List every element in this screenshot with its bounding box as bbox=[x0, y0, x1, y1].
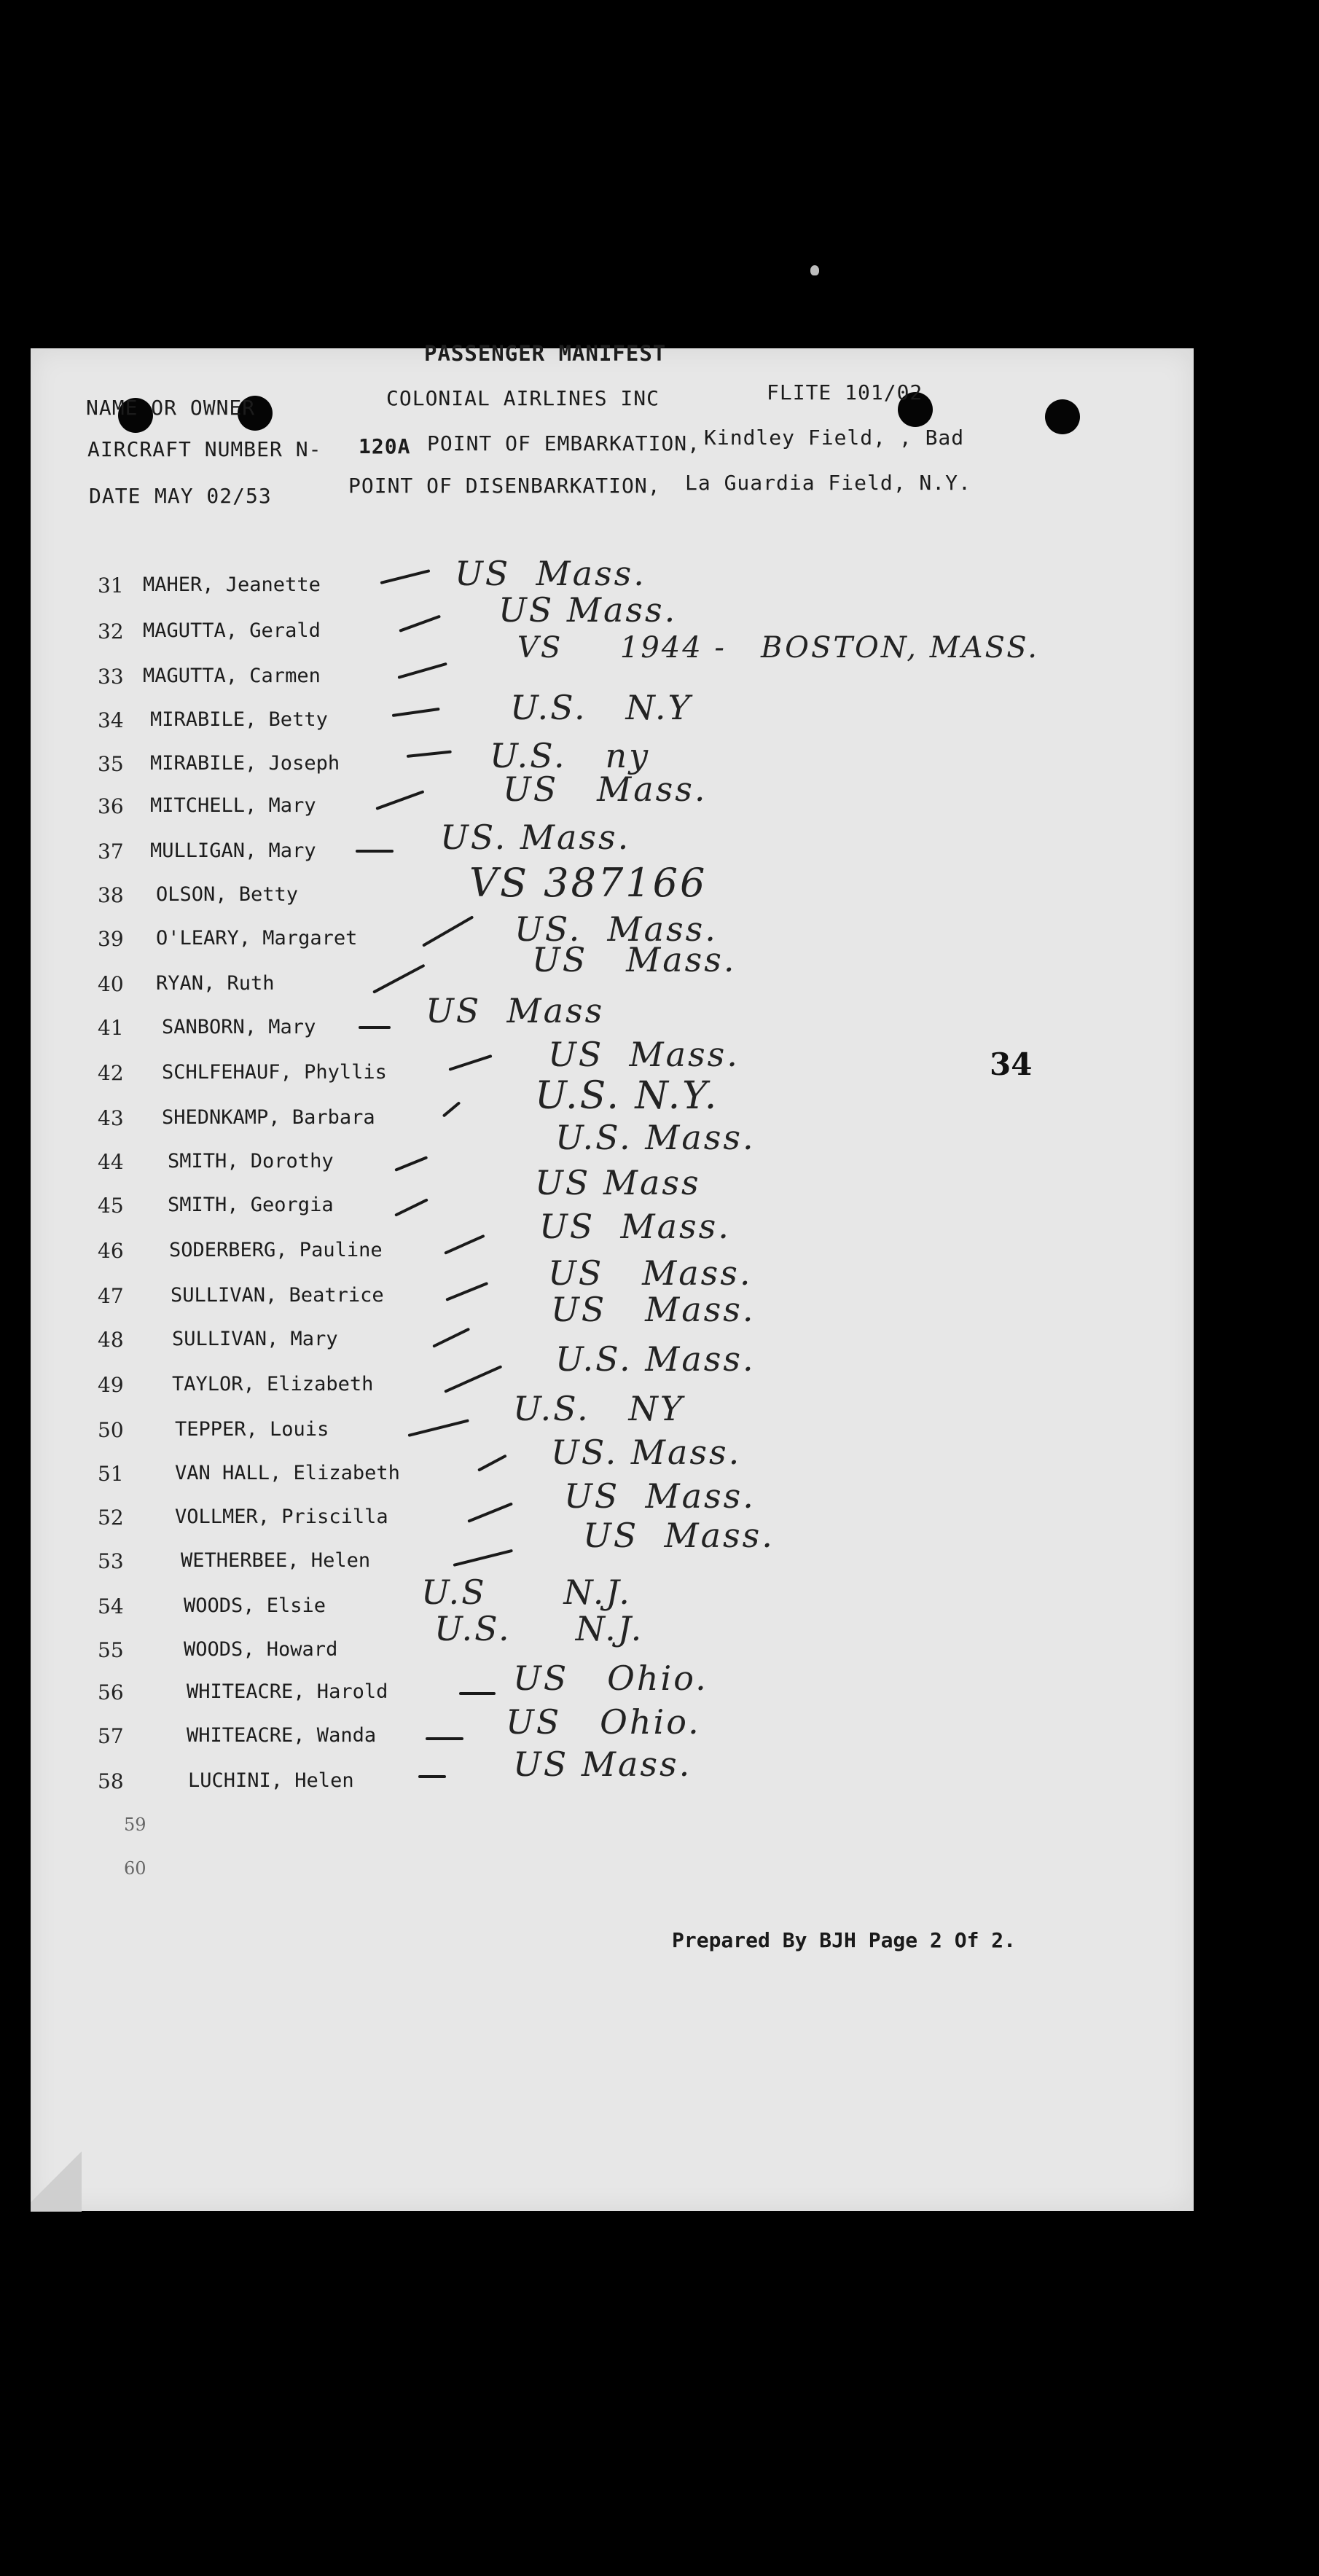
handwritten-note: US Mass. bbox=[548, 1035, 740, 1074]
page-number: 34 bbox=[990, 1046, 1033, 1082]
check-mark bbox=[359, 1026, 391, 1029]
check-mark bbox=[418, 1775, 446, 1778]
row-number: 59 bbox=[124, 1814, 146, 1835]
aircraft-number: 120A bbox=[359, 434, 411, 458]
flight-number: FLITE 101/02 bbox=[767, 380, 923, 404]
row-number: 55 bbox=[98, 1638, 124, 1662]
row-number: 33 bbox=[98, 665, 124, 689]
row-number: 48 bbox=[98, 1328, 124, 1352]
passenger-name: MIRABILE, Betty bbox=[150, 708, 328, 731]
handwritten-note: US. Mass. bbox=[440, 818, 631, 857]
passenger-name: WOODS, Elsie bbox=[184, 1594, 326, 1617]
date-label: DATE bbox=[89, 484, 141, 508]
passenger-name: SANBORN, Mary bbox=[162, 1016, 316, 1038]
row-number: 35 bbox=[98, 752, 124, 776]
handwritten-note: US Ohio. bbox=[513, 1659, 708, 1698]
handwritten-note: US Mass. bbox=[455, 554, 646, 593]
passenger-name: SULLIVAN, Beatrice bbox=[171, 1284, 384, 1307]
handwritten-note: U.S N.J. bbox=[421, 1573, 632, 1612]
handwritten-note: US. Mass. bbox=[514, 909, 718, 949]
passenger-name: TAYLOR, Elizabeth bbox=[172, 1373, 374, 1395]
handwritten-note: U.S. ny bbox=[490, 736, 651, 775]
passenger-name: SODERBERG, Pauline bbox=[169, 1239, 383, 1261]
passenger-name: MAGUTTA, Gerald bbox=[143, 619, 321, 642]
row-number: 54 bbox=[98, 1594, 124, 1618]
row-number: 36 bbox=[98, 794, 124, 818]
row-number: 39 bbox=[98, 927, 124, 951]
passenger-name: OLSON, Betty bbox=[156, 883, 299, 906]
passenger-name: VAN HALL, Elizabeth bbox=[175, 1462, 400, 1484]
handwritten-note: VS 1944 - BOSTON, MASS. bbox=[517, 631, 1039, 665]
passenger-name: SMITH, Dorothy bbox=[168, 1150, 334, 1172]
handwritten-note: U.S. N.J. bbox=[434, 1609, 644, 1648]
passenger-name: WOODS, Howard bbox=[184, 1638, 338, 1661]
passenger-name: WHITEACRE, Harold bbox=[187, 1680, 388, 1703]
row-number: 52 bbox=[98, 1506, 124, 1530]
handwritten-note: US Mass. bbox=[539, 1207, 731, 1246]
row-number: 47 bbox=[98, 1284, 124, 1308]
handwritten-note: US Mass. bbox=[498, 590, 678, 630]
handwritten-note: VS 387166 bbox=[469, 860, 708, 906]
handwritten-note: US Mass. bbox=[551, 1290, 756, 1329]
manifest-title: PASSENGER MANIFEST bbox=[424, 341, 667, 366]
date-value: MAY 02/53 bbox=[154, 484, 272, 508]
handwritten-note: U.S. N.Y bbox=[510, 688, 692, 727]
handwritten-note: US Mass. bbox=[513, 1745, 692, 1784]
punch-hole bbox=[1045, 399, 1080, 434]
handwritten-note: US. Mass. bbox=[551, 1433, 742, 1472]
row-number: 40 bbox=[98, 972, 124, 996]
handwritten-note: US Mass. bbox=[503, 770, 708, 809]
paper-corner-curl bbox=[31, 2142, 82, 2212]
handwritten-note: US Mass bbox=[535, 1163, 701, 1202]
passenger-name: SHEDNKAMP, Barbara bbox=[162, 1106, 375, 1129]
row-number: 51 bbox=[98, 1462, 124, 1486]
passenger-name: MULLIGAN, Mary bbox=[150, 839, 316, 862]
handwritten-note: U.S. Mass. bbox=[555, 1339, 756, 1379]
passenger-name: WETHERBEE, Helen bbox=[181, 1549, 371, 1572]
handwritten-note: US Mass. bbox=[564, 1476, 756, 1516]
row-number: 53 bbox=[98, 1549, 124, 1573]
aircraft-label: AIRCRAFT NUMBER N- bbox=[87, 437, 322, 461]
row-number: 57 bbox=[98, 1724, 124, 1748]
passenger-name: SCHLFEHAUF, Phyllis bbox=[162, 1061, 387, 1084]
handwritten-note: US Ohio. bbox=[506, 1702, 701, 1742]
passenger-name: SMITH, Georgia bbox=[168, 1194, 334, 1216]
passenger-name: SULLIVAN, Mary bbox=[172, 1328, 338, 1350]
passenger-name: MAHER, Jeanette bbox=[143, 573, 321, 596]
row-number: 56 bbox=[98, 1680, 124, 1704]
row-number: 44 bbox=[98, 1150, 124, 1174]
row-number: 45 bbox=[98, 1194, 124, 1218]
check-mark bbox=[459, 1692, 496, 1695]
embark-label: POINT OF EMBARKATION, bbox=[427, 431, 701, 455]
row-number: 42 bbox=[98, 1061, 124, 1085]
row-number: 43 bbox=[98, 1106, 124, 1130]
row-number: 34 bbox=[98, 708, 124, 732]
row-number: 37 bbox=[98, 839, 124, 864]
row-number: 49 bbox=[98, 1373, 124, 1397]
speck bbox=[810, 265, 819, 275]
passenger-name: MIRABILE, Joseph bbox=[150, 752, 340, 775]
check-mark bbox=[426, 1737, 463, 1740]
handwritten-note: US Mass. bbox=[532, 940, 737, 979]
passenger-name: RYAN, Ruth bbox=[156, 972, 275, 995]
passenger-name: MITCHELL, Mary bbox=[150, 794, 316, 817]
handwritten-note: US Mass. bbox=[583, 1516, 775, 1555]
passenger-name: LUCHINI, Helen bbox=[188, 1769, 354, 1792]
handwritten-note: U.S. Mass. bbox=[555, 1118, 756, 1157]
disembark-value: La Guardia Field, N.Y. bbox=[685, 471, 971, 495]
disembark-label: POINT OF DISENBARKATION, bbox=[348, 474, 661, 498]
embark-value: Kindley Field, , Bad bbox=[704, 426, 965, 450]
owner-label: NAME OR OWNER bbox=[86, 396, 256, 420]
passenger-name: O'LEARY, Margaret bbox=[156, 927, 358, 950]
row-number: 50 bbox=[98, 1418, 124, 1442]
row-number: 60 bbox=[124, 1858, 146, 1879]
handwritten-note: U.S. NY bbox=[513, 1389, 685, 1428]
passenger-name: MAGUTTA, Carmen bbox=[143, 665, 321, 687]
row-number: 31 bbox=[98, 573, 124, 598]
passenger-name: WHITEACRE, Wanda bbox=[187, 1724, 377, 1747]
owner-value: COLONIAL AIRLINES INC bbox=[386, 386, 660, 410]
check-mark bbox=[356, 850, 394, 853]
row-number: 58 bbox=[98, 1769, 124, 1793]
row-number: 41 bbox=[98, 1016, 124, 1040]
passenger-name: TEPPER, Louis bbox=[175, 1418, 329, 1441]
prepared-by-footer: Prepared By BJH Page 2 Of 2. bbox=[672, 1928, 1017, 1952]
row-number: 46 bbox=[98, 1239, 124, 1263]
handwritten-note: U.S. N.Y. bbox=[535, 1074, 719, 1118]
handwritten-note: US Mass. bbox=[548, 1253, 753, 1293]
row-number: 38 bbox=[98, 883, 124, 907]
passenger-name: VOLLMER, Priscilla bbox=[175, 1506, 388, 1528]
row-number: 32 bbox=[98, 619, 124, 643]
handwritten-note: US Mass bbox=[426, 991, 605, 1030]
